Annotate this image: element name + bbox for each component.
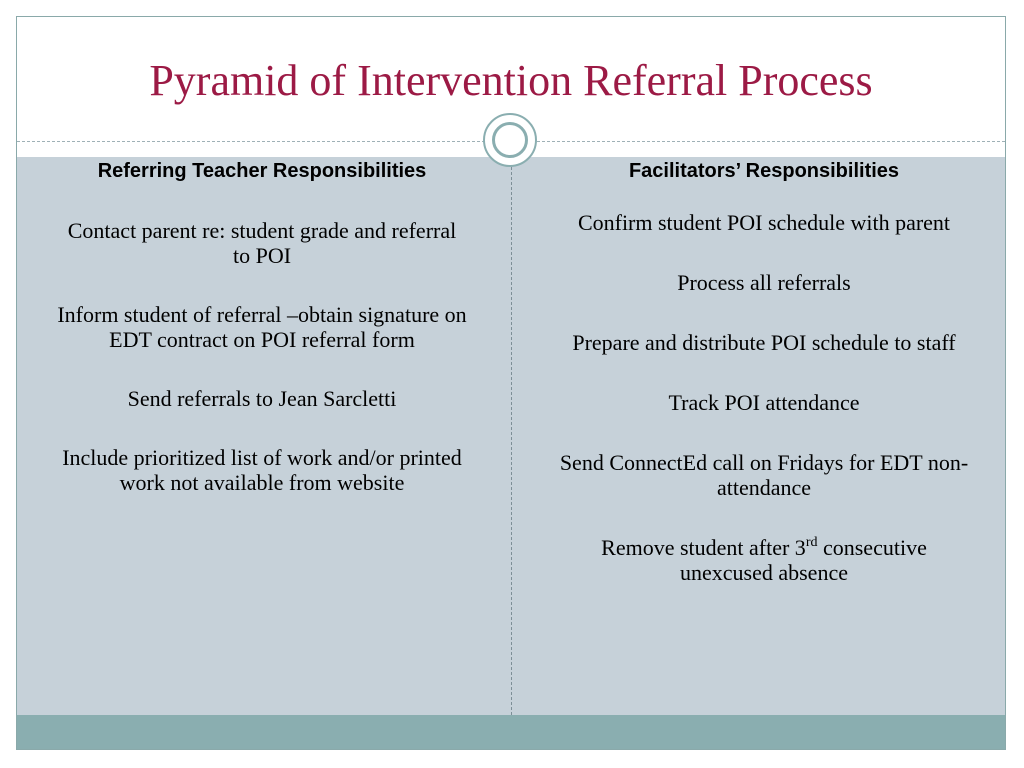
right-item: Process all referrals <box>677 270 851 295</box>
right-item-remove-student <box>547 535 981 585</box>
left-item: Contact parent re: student grade and referral to POI <box>67 218 457 268</box>
facilitators-heading: Facilitators’ Responsibilities <box>628 160 900 182</box>
right-item: Confirm student POI schedule with parent <box>577 210 951 235</box>
footer-bar <box>17 715 1005 749</box>
referring-teacher-column <box>39 159 485 495</box>
slide-title: Pyramid of Intervention Referral Process <box>149 56 873 105</box>
right-item: Prepare and distribute POI schedule to staff <box>572 330 956 355</box>
slide-frame <box>16 16 1006 750</box>
circle-ornament-icon <box>483 113 537 167</box>
left-item: Send referrals to Jean Sarcletti <box>127 386 397 411</box>
right-item: Track POI attendance <box>668 390 860 415</box>
left-item: Inform student of referral –obtain signature on EDT contract on POI referral form <box>57 302 467 352</box>
referring-teacher-heading: Referring Teacher Responsibilities <box>97 160 427 182</box>
facilitators-column <box>547 159 981 585</box>
column-divider <box>511 157 512 715</box>
right-item: Send ConnectEd call on Fridays for EDT non-attendance <box>559 450 969 500</box>
remove-student-text-rest: consecutive unexcused absence <box>680 535 927 585</box>
left-item: Include prioritized list of work and/or printed work not available from website <box>62 445 462 495</box>
remove-student-text: Remove student after 3 <box>601 535 806 560</box>
ordinal-superscript: rd <box>805 535 818 550</box>
circle-ornament-inner <box>492 122 528 158</box>
